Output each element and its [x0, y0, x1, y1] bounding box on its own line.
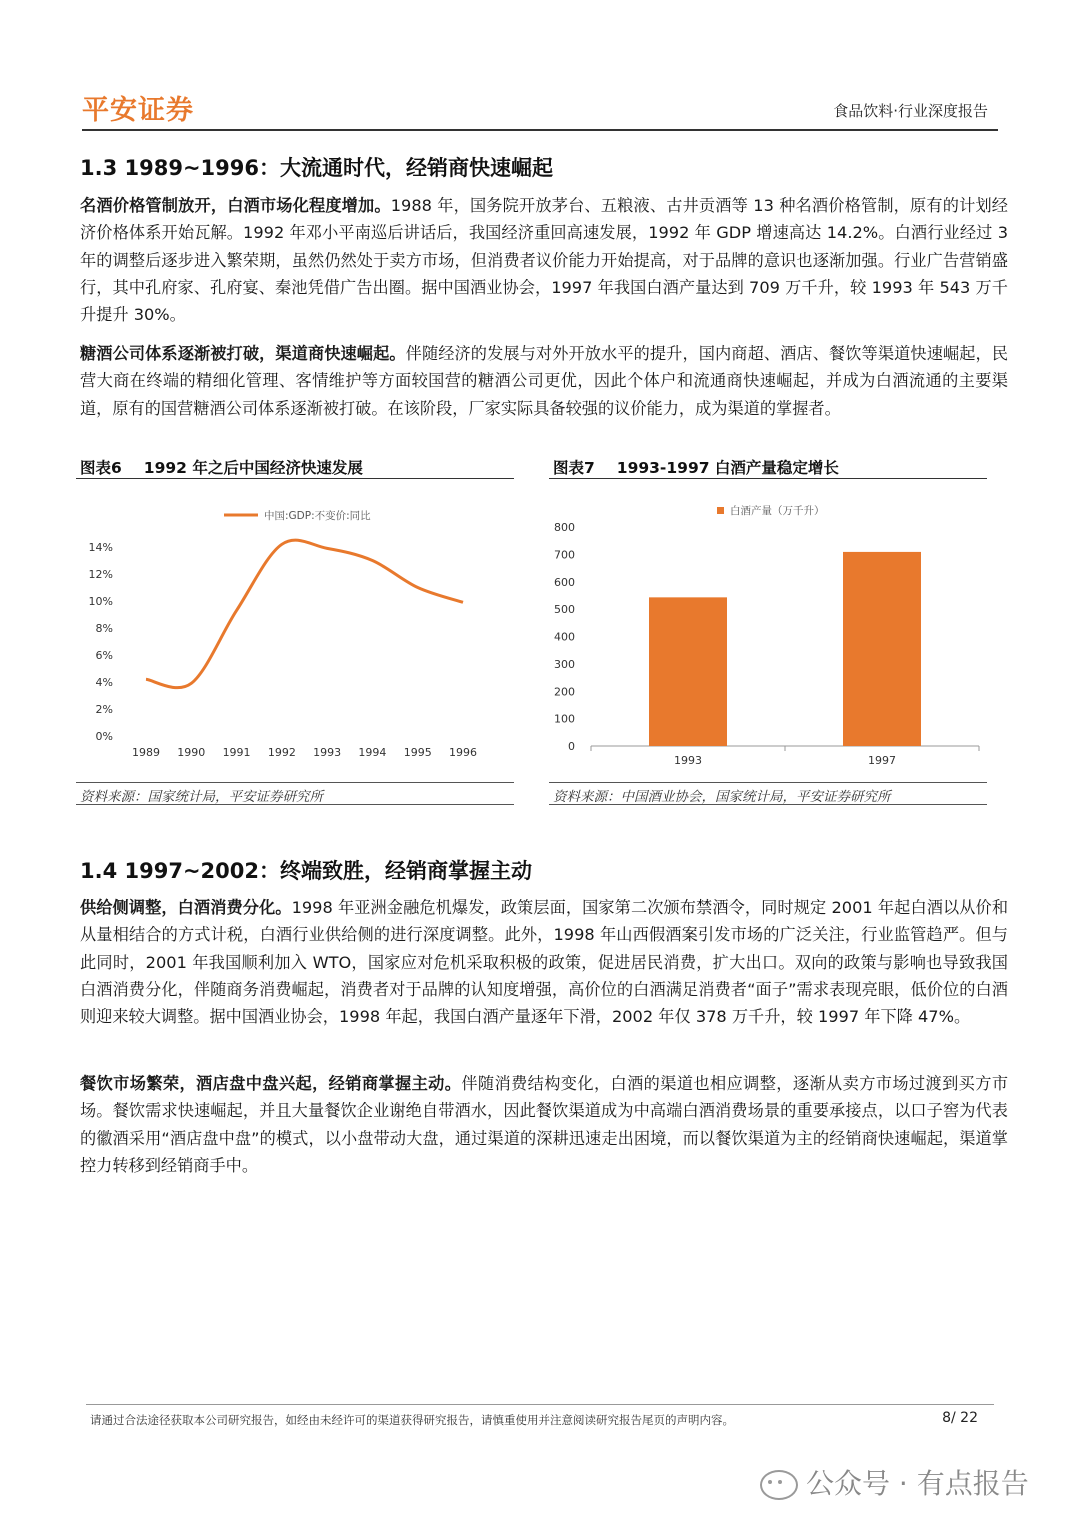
paragraph-body: 伴随经济的发展与对外开放水平的提升，国内商超、酒店、餐饮等渠道快速崛起，民营大商在终端的精细化管理、客情维护等方面较国营的糖酒公司更优，因此个体户和流通商快速崛起，并成为白酒流通的主要渠道，原有的国营糖酒公司体系逐渐被打破。在该阶段，厂家实际具备较强的议价能力，成为渠道的掌握者。: [80, 344, 1009, 418]
paragraph-1-4-1: [80, 894, 1008, 1030]
paragraph-lead: 名酒价格管制放开，白酒市场化程度增加。: [80, 196, 391, 215]
figure-6-source: 资料来源：国家统计局，平安证券研究所: [80, 789, 323, 805]
figure-6-bottom-rule: [76, 804, 514, 805]
legend-swatch: [717, 507, 724, 514]
y-tick-label: 0%: [95, 730, 113, 743]
figure-7-top-rule: [549, 478, 987, 479]
figure-7-title: [553, 456, 839, 478]
paragraph-lead: 糖酒公司体系逐渐被打破，渠道商快速崛起。: [80, 344, 406, 363]
baijiu-bar-chart: [549, 490, 989, 770]
x-tick-label: 1993: [674, 754, 702, 767]
brand-logo: 平安证券: [82, 95, 194, 126]
y-tick-label: 600: [554, 575, 575, 589]
x-tick-label: 1989: [132, 746, 160, 759]
paragraph-lead: 供给侧调整，白酒消费分化。: [80, 898, 292, 917]
paragraph-1-4-2: [80, 1070, 1008, 1179]
figure-caption: 1992 年之后中国经济快速发展: [143, 459, 363, 477]
header-divider: [82, 129, 998, 131]
figure-7-mid-rule: [549, 782, 987, 783]
y-tick-label: 400: [554, 630, 575, 644]
y-tick-label: 800: [554, 521, 575, 534]
gdp-line-chart: [76, 490, 516, 770]
figure-number: 图表6: [80, 459, 122, 477]
footer-divider: [86, 1404, 994, 1405]
figure-6-title: [80, 456, 363, 478]
figure-caption: 1993-1997 白酒产量稳定增长: [616, 459, 839, 477]
x-tick-label: 1990: [177, 746, 206, 759]
figure-7-bottom-rule: [549, 804, 987, 805]
y-tick-label: 8%: [95, 622, 113, 635]
y-tick-label: 12%: [88, 568, 113, 581]
paragraph-1-3-1: [80, 192, 1008, 328]
footer-disclaimer: 请通过合法途径获取本公司研究报告，如经由未经许可的渠道获得研究报告，请慎重使用并注意阅读研究报告尾页的声明内容。: [90, 1413, 734, 1427]
y-tick-label: 700: [554, 548, 575, 562]
x-tick-label: 1992: [267, 746, 296, 759]
watermark-text: 公众号 · 有点报告: [806, 1467, 1029, 1500]
section-heading-1-4: 1.4 1997~2002：终端致胜，经销商掌握主动: [80, 859, 533, 883]
series-line-gdp: [146, 540, 463, 688]
figure-6-top-rule: [76, 478, 514, 479]
section-heading-1-3: 1.3 1989~1996：大流通时代，经销商快速崛起: [80, 156, 554, 180]
y-tick-label: 0: [568, 740, 575, 753]
bar-1997: [843, 552, 921, 746]
x-tick-label: 1995: [403, 746, 432, 759]
y-tick-label: 300: [554, 657, 575, 671]
paragraph-body: 1988 年，国务院开放茅台、五粮液、古井贡酒等 13 种名酒价格管制，原有的计划经济价格体系开始瓦解。1992 年邓小平南巡后讲话后，我国经济重回高速发展，1992 年 GDP 增速高达 14.2%。白酒行业经过 3 年的调整后逐步进入繁荣期，虽然仍然处于卖方市场，但消费者议价能力开始提高，对于品牌的意识也逐渐加强。行业广告营销盛行，其中孔府家、孔府宴、秦池凭借广告出圈。据中国酒业协会，1997 年我国白酒产量达到 709 万千升，较 1993 年 543 万千升提升 30%。: [80, 196, 1008, 325]
y-tick-label: 200: [554, 685, 575, 699]
figure-6-mid-rule: [76, 782, 514, 783]
figure-number: 图表7: [553, 459, 595, 477]
y-tick-label: 14%: [88, 541, 113, 554]
x-tick-label: 1991: [222, 746, 251, 759]
paragraph-lead: 餐饮市场繁荣，酒店盘中盘兴起，经销商掌握主动。: [80, 1074, 462, 1093]
y-tick-label: 100: [554, 712, 575, 726]
page-number: 8/ 22: [942, 1410, 978, 1426]
paragraph-body: 伴随消费结构变化，白酒的渠道也相应调整，逐渐从卖方市场过渡到买方市场。餐饮需求快速崛起，并且大量餐饮企业谢绝自带酒水，因此餐饮渠道成为中高端白酒消费场景的重要承接点，以口子窖为代表的徽酒采用“酒店盘中盘”的模式，以小盘带动大盘，通过渠道的深耕迅速走出困境，而以餐饮渠道为主的经销商快速崛起，渠道掌控力转移到经销商手中。: [80, 1074, 1009, 1175]
legend-label: 中国:GDP:不变价:同比: [264, 510, 371, 522]
figure-7-source: 资料来源：中国酒业协会，国家统计局，平安证券研究所: [553, 789, 891, 805]
paragraph-1-3-2: [80, 340, 1008, 422]
legend-label: 白酒产量（万千升）: [730, 505, 825, 517]
x-tick-label: 1997: [868, 754, 896, 767]
y-tick-label: 6%: [95, 649, 113, 662]
bar-1993: [649, 597, 727, 746]
y-tick-label: 2%: [95, 703, 113, 716]
watermark: [760, 1462, 1029, 1502]
x-tick-label: 1993: [313, 746, 342, 759]
report-category: 食品饮料·行业深度报告: [833, 102, 988, 120]
wechat-icon: [760, 1470, 798, 1500]
paragraph-body: 1998 年亚洲金融危机爆发，政策层面，国家第二次颁布禁酒令，同时规定 2001 年起白酒以从价和从量相结合的方式计税，白酒行业供给侧的进行深度调整。此外，1998 年山西假酒案引发市场的广泛关注，行业监管趋严。但与此同时，2001 年我国顺利加入 WTO，国家应对危机采取积极的政策，促进居民消费，扩大出口。双向的政策与影响也导致我国白酒消费分化，伴随商务消费崛起，消费者对于品牌的认知度增强，高价位的白酒满足消费者“面子”需求表现亮眼，低价位的白酒则迎来较大调整。据中国酒业协会，1998 年起，我国白酒产量逐年下滑，2002 年仅 378 万千升，较 1997 年下降 47%。: [80, 898, 1009, 1027]
x-tick-label: 1996: [449, 746, 477, 759]
y-tick-label: 10%: [88, 595, 113, 608]
y-tick-label: 500: [554, 603, 575, 617]
x-tick-label: 1994: [358, 746, 387, 759]
y-tick-label: 4%: [95, 676, 113, 689]
